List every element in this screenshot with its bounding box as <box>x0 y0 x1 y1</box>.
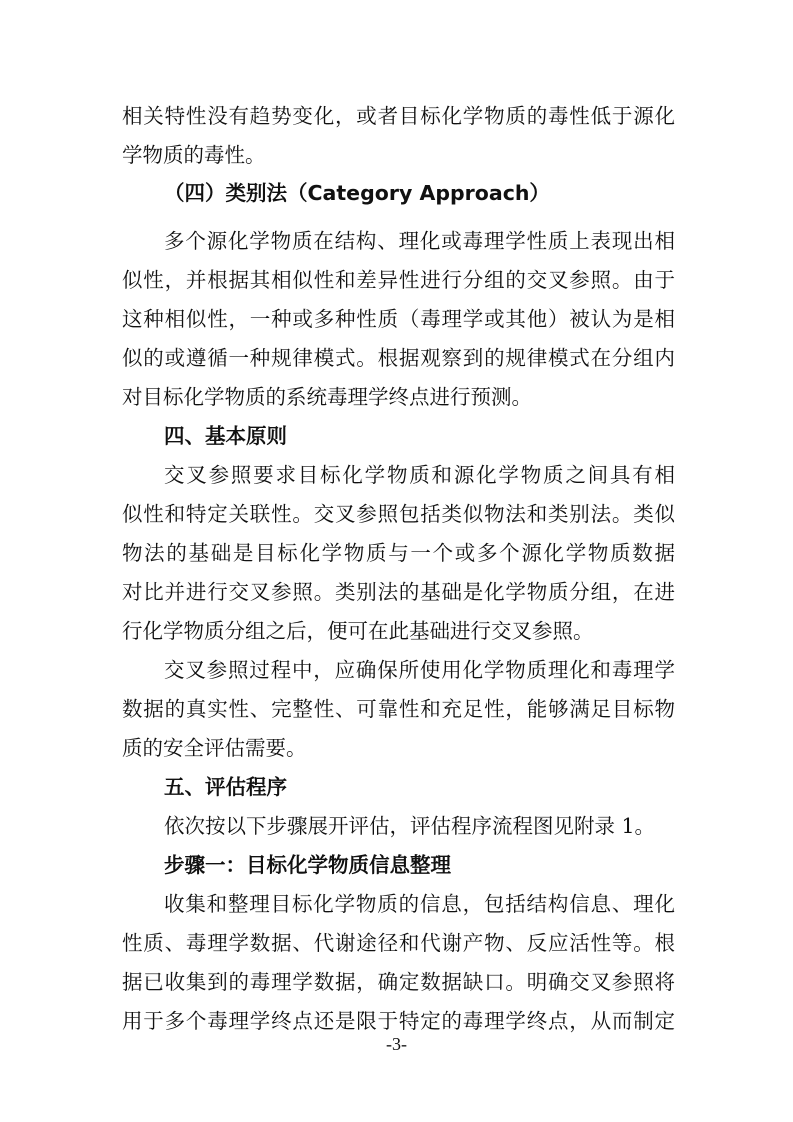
paragraph-line: 对目标化学物质的系统毒理学终点进行预测。 <box>122 385 532 409</box>
paragraph-line: 物法的基础是目标化学物质与一个或多个源化学物质数据 <box>122 541 675 565</box>
paragraph-line: 对比并进行交叉参照。类别法的基础是化学物质分组，在进 <box>122 580 675 604</box>
paragraph-line: 相关特性没有趋势变化，或者目标化学物质的毒性低于源化 <box>122 104 675 128</box>
section-heading-basic-principles: 四、基本原则 <box>164 424 287 448</box>
paragraph-line: 似性和特定关联性。交叉参照包括类似物法和类别法。类似 <box>122 502 675 526</box>
paragraph-line: 交叉参照要求目标化学物质和源化学物质之间具有相 <box>164 463 675 487</box>
paragraph-line: 质的安全评估需要。 <box>122 736 307 760</box>
paragraph-line: 用于多个毒理学终点还是限于特定的毒理学终点，从而制定 <box>122 1009 675 1033</box>
paragraph-line: 行化学物质分组之后，便可在此基础进行交叉参照。 <box>122 619 594 643</box>
paragraph-line: 依次按以下步骤展开评估，评估程序流程图见附录 1。 <box>164 814 656 838</box>
section-heading-assessment-procedure: 五、评估程序 <box>164 775 287 799</box>
paragraph-line: 这种相似性，一种或多种性质（毒理学或其他）被认为是相 <box>122 307 675 331</box>
paragraph-line: 交叉参照过程中，应确保所使用化学物质理化和毒理学 <box>164 658 675 682</box>
paragraph-line: 收集和整理目标化学物质的信息，包括结构信息、理化 <box>164 892 675 916</box>
paragraph-line: 似的或遵循一种规律模式。根据观察到的规律模式在分组内 <box>122 346 675 370</box>
paragraph-line: 学物质的毒性。 <box>122 143 266 167</box>
paragraph-line: 多个源化学物质在结构、理化或毒理学性质上表现出相 <box>164 229 675 253</box>
paragraph-line: 数据的真实性、完整性、可靠性和充足性，能够满足目标物 <box>122 697 675 721</box>
step-heading-step-one: 步骤一：目标化学物质信息整理 <box>164 853 451 877</box>
paragraph-line: 据已收集到的毒理学数据，确定数据缺口。明确交叉参照将 <box>122 970 675 994</box>
paragraph-line: 性质、毒理学数据、代谢途径和代谢产物、反应活性等。根 <box>122 931 675 955</box>
page-number: -3- <box>386 1034 407 1054</box>
subsection-heading-category-approach: （四）类别法（Category Approach） <box>164 181 550 205</box>
paragraph-line: 似性，并根据其相似性和差异性进行分组的交叉参照。由于 <box>122 268 675 292</box>
